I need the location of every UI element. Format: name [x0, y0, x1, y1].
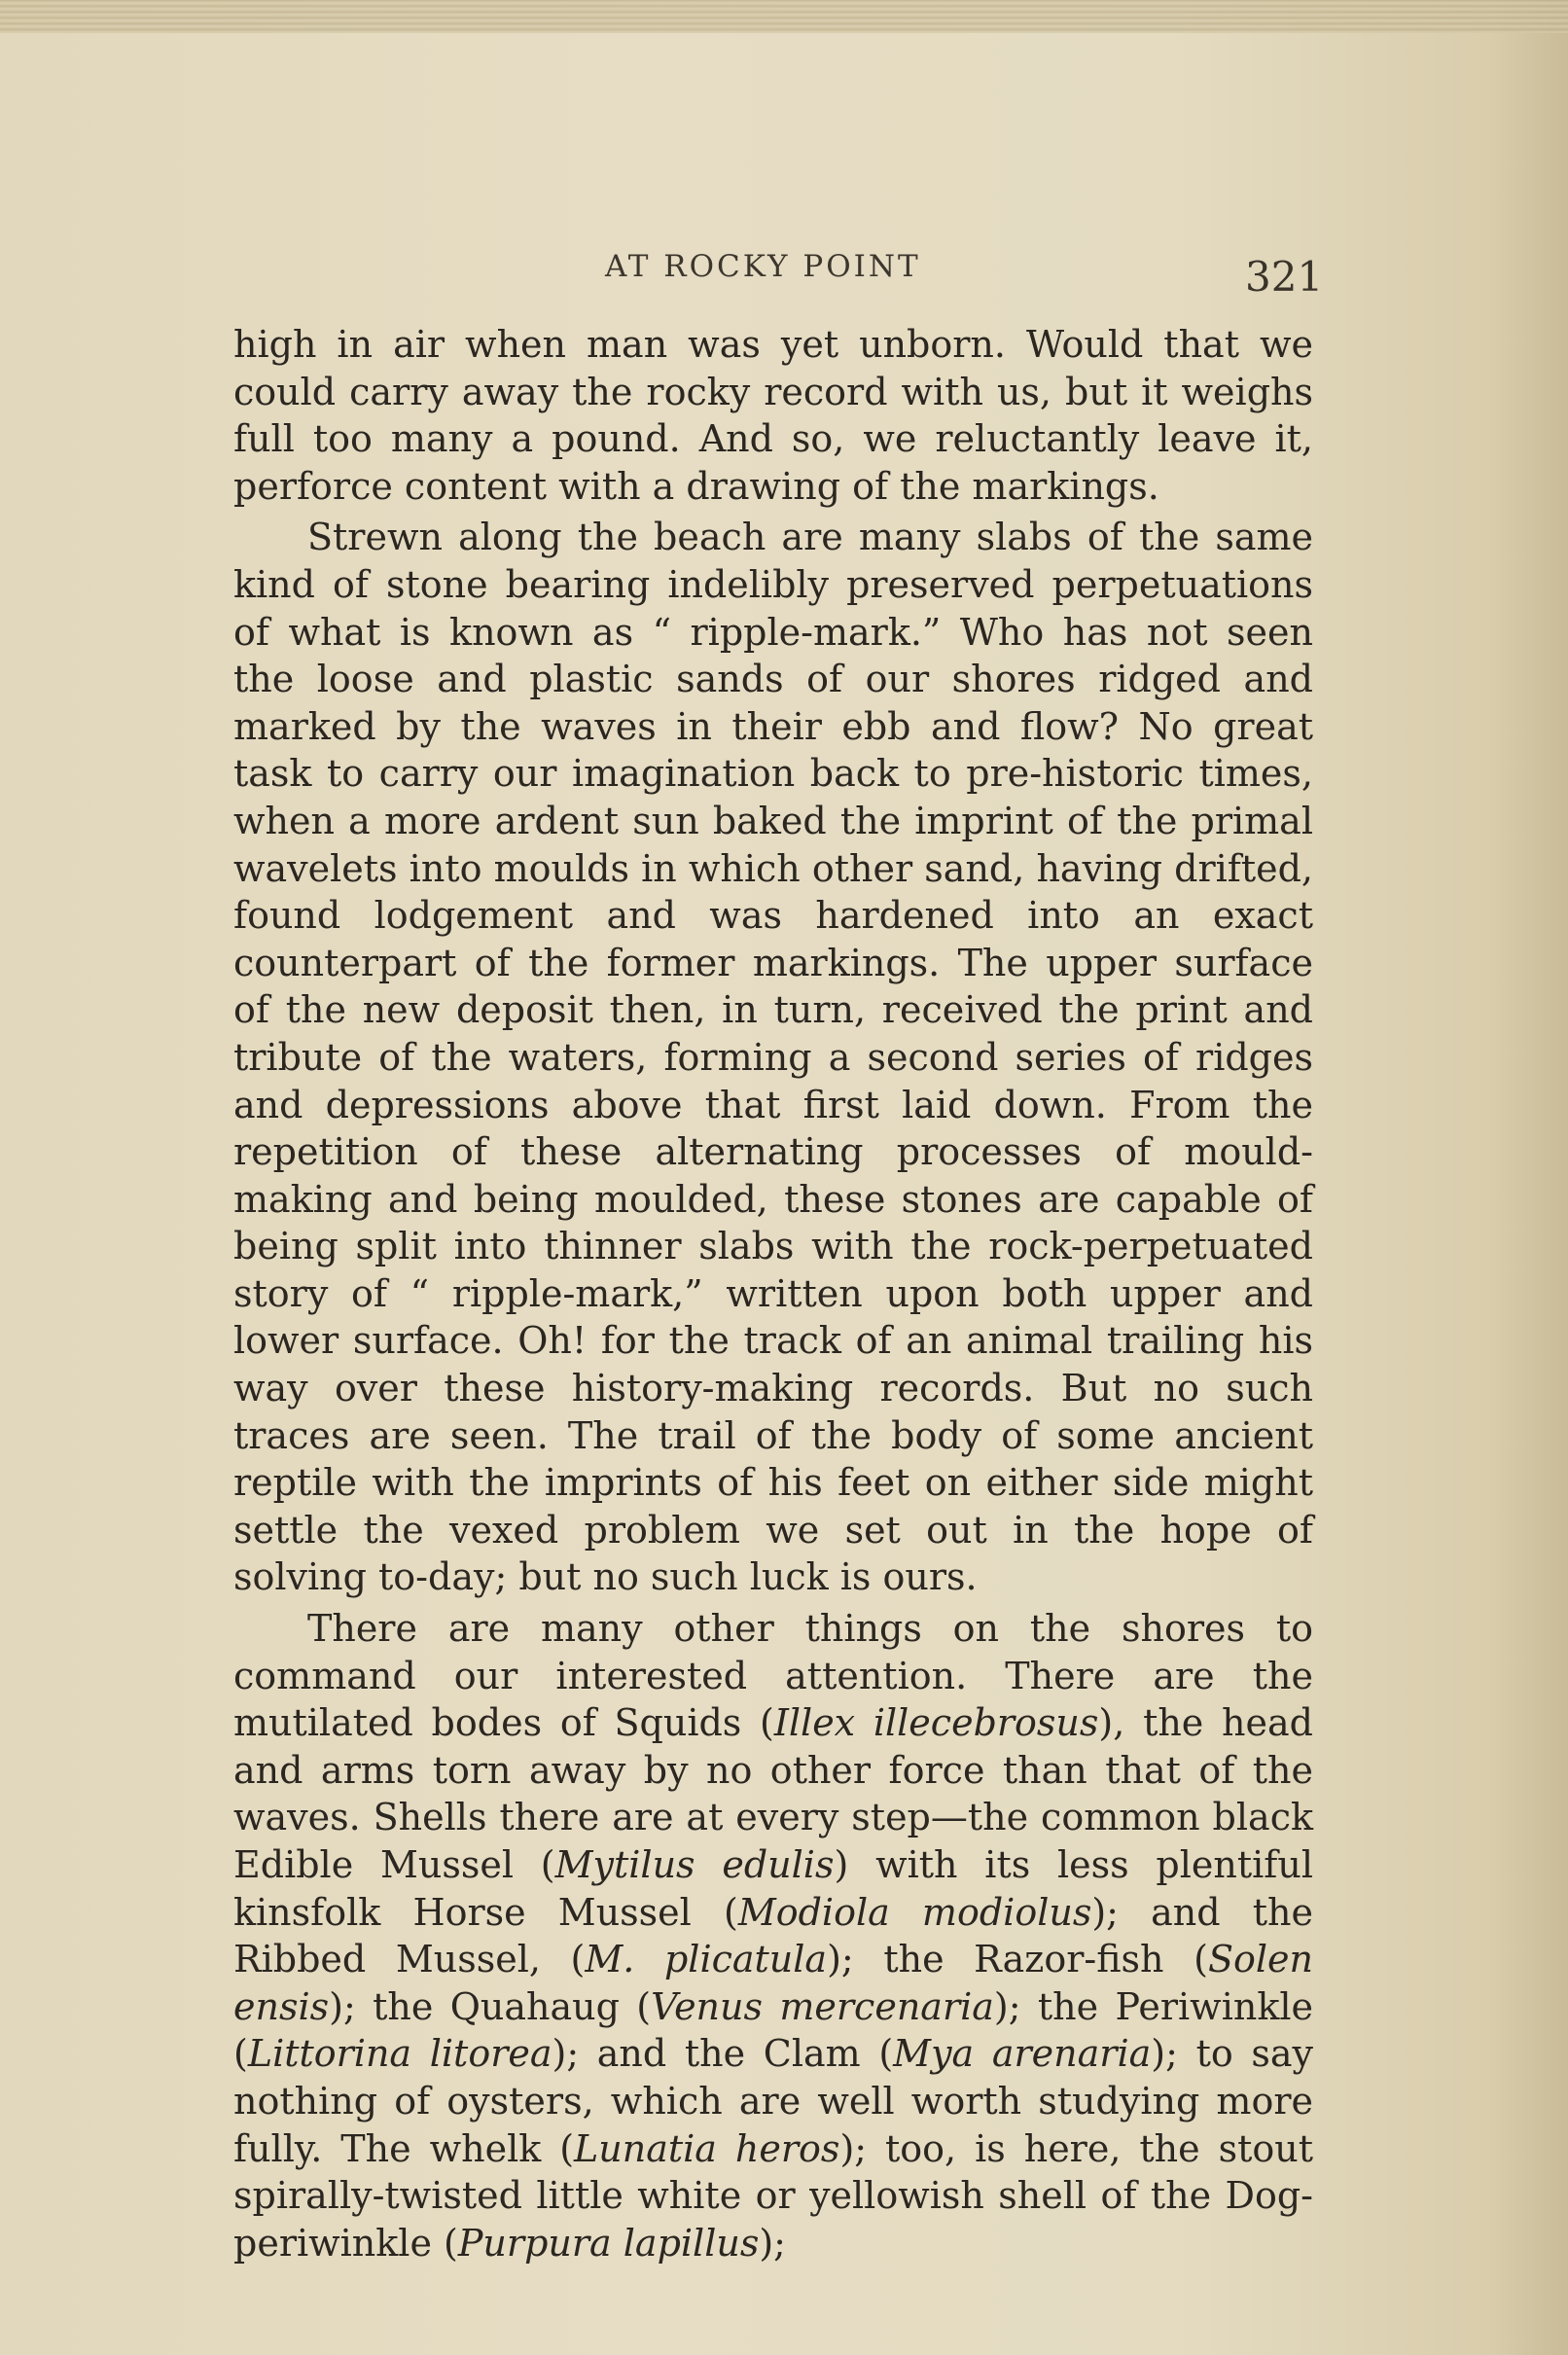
text-run: ); and the Ribbed Mussel, ( [233, 1890, 1313, 1981]
text-run: ); [759, 2221, 786, 2265]
text-run: ); and the Clam ( [552, 2032, 894, 2076]
body-text [233, 321, 1313, 2266]
species-name: Illex illecebrosus [773, 1701, 1099, 1745]
text-run: Strewn along the beach are many slabs of the same kind of stone bearing indelibly preserved perpetuations of what is known as “ ripple-mark.” Who has not seen the loose and plastic sands of our shores ridged and marked by the waves in their ebb and flow? No great task to carry our imagination back to pre-historic times, when a more ardent sun baked the imprint of the primal wavelets into moulds in which other sand, having drifted, found lodgement and was hardened into an exact counterpart of the former markings. The upper surface of the new deposit then, in turn, received the print and tribute of the waters, forming a second series of ridges and depressions above that first laid down. From the repetition of these alternating processes of mould-making and being moulded, these stones are capable of being split into thinner slabs with the rock-perpetuated story of “ ripple-mark,” written upon both upper and lower surface. Oh! for the track of an animal trailing his way over these history-making records. But no such traces are seen. The trail of the body of some ancient reptile with the imprints of his feet on either side might settle the vexed problem we set out in the hope of solving to-day; but no such luck is ours. [233, 516, 1313, 1599]
text-run: ); the Quahaug ( [329, 1984, 652, 2028]
page-header [0, 249, 1568, 307]
page-edge-stack [0, 0, 1568, 33]
paragraph [233, 1605, 1313, 2266]
text-run: ) with its less plentiful kinsfolk Horse Mussel ( [233, 1843, 1313, 1934]
paragraph [233, 321, 1313, 510]
species-name: Littorina litorea [247, 2032, 552, 2076]
species-name: M. plicatula [585, 1938, 828, 1981]
text-run: ); the Periwinkle ( [233, 1984, 1313, 2076]
page-number: 321 [1245, 253, 1324, 301]
species-name: Venus mercenaria [651, 1984, 994, 2028]
paragraph [233, 514, 1313, 1601]
running-head: AT ROCKY POINT [605, 249, 921, 284]
species-name: Mya arenaria [893, 2032, 1152, 2076]
species-name: Mytilus edulis [554, 1843, 835, 1886]
species-name: Lunatia heros [574, 2126, 840, 2170]
text-run: There are many other things on the shores to command our interested attention. There are the mutilated bodes of Squids ( [233, 1607, 1313, 1745]
text-run: ), the head and arms torn away by no other force than that of the waves. Shells there are at every step—the common black Edible Mussel ( [233, 1701, 1313, 1886]
text-run: ); too, is here, the stout spirally-twisted little white or yellowish shell of the Dog-periwinkle ( [233, 2126, 1313, 2265]
species-name: Purpura lapillus [457, 2221, 760, 2265]
species-name: Solen ensis [233, 1938, 1313, 2028]
text-run: high in air when man was yet unborn. Would that we could carry away the rocky record with us, but it weighs full too many a pound. And so, we reluctantly leave it, perforce content with a drawing of the markings. [233, 323, 1313, 508]
text-run: ); the Razor-fish ( [827, 1938, 1208, 1981]
species-name: Modiola modiolus [737, 1890, 1092, 1934]
text-run: ); to say nothing of oysters, which are well worth studying more fully. The whelk ( [233, 2032, 1313, 2170]
